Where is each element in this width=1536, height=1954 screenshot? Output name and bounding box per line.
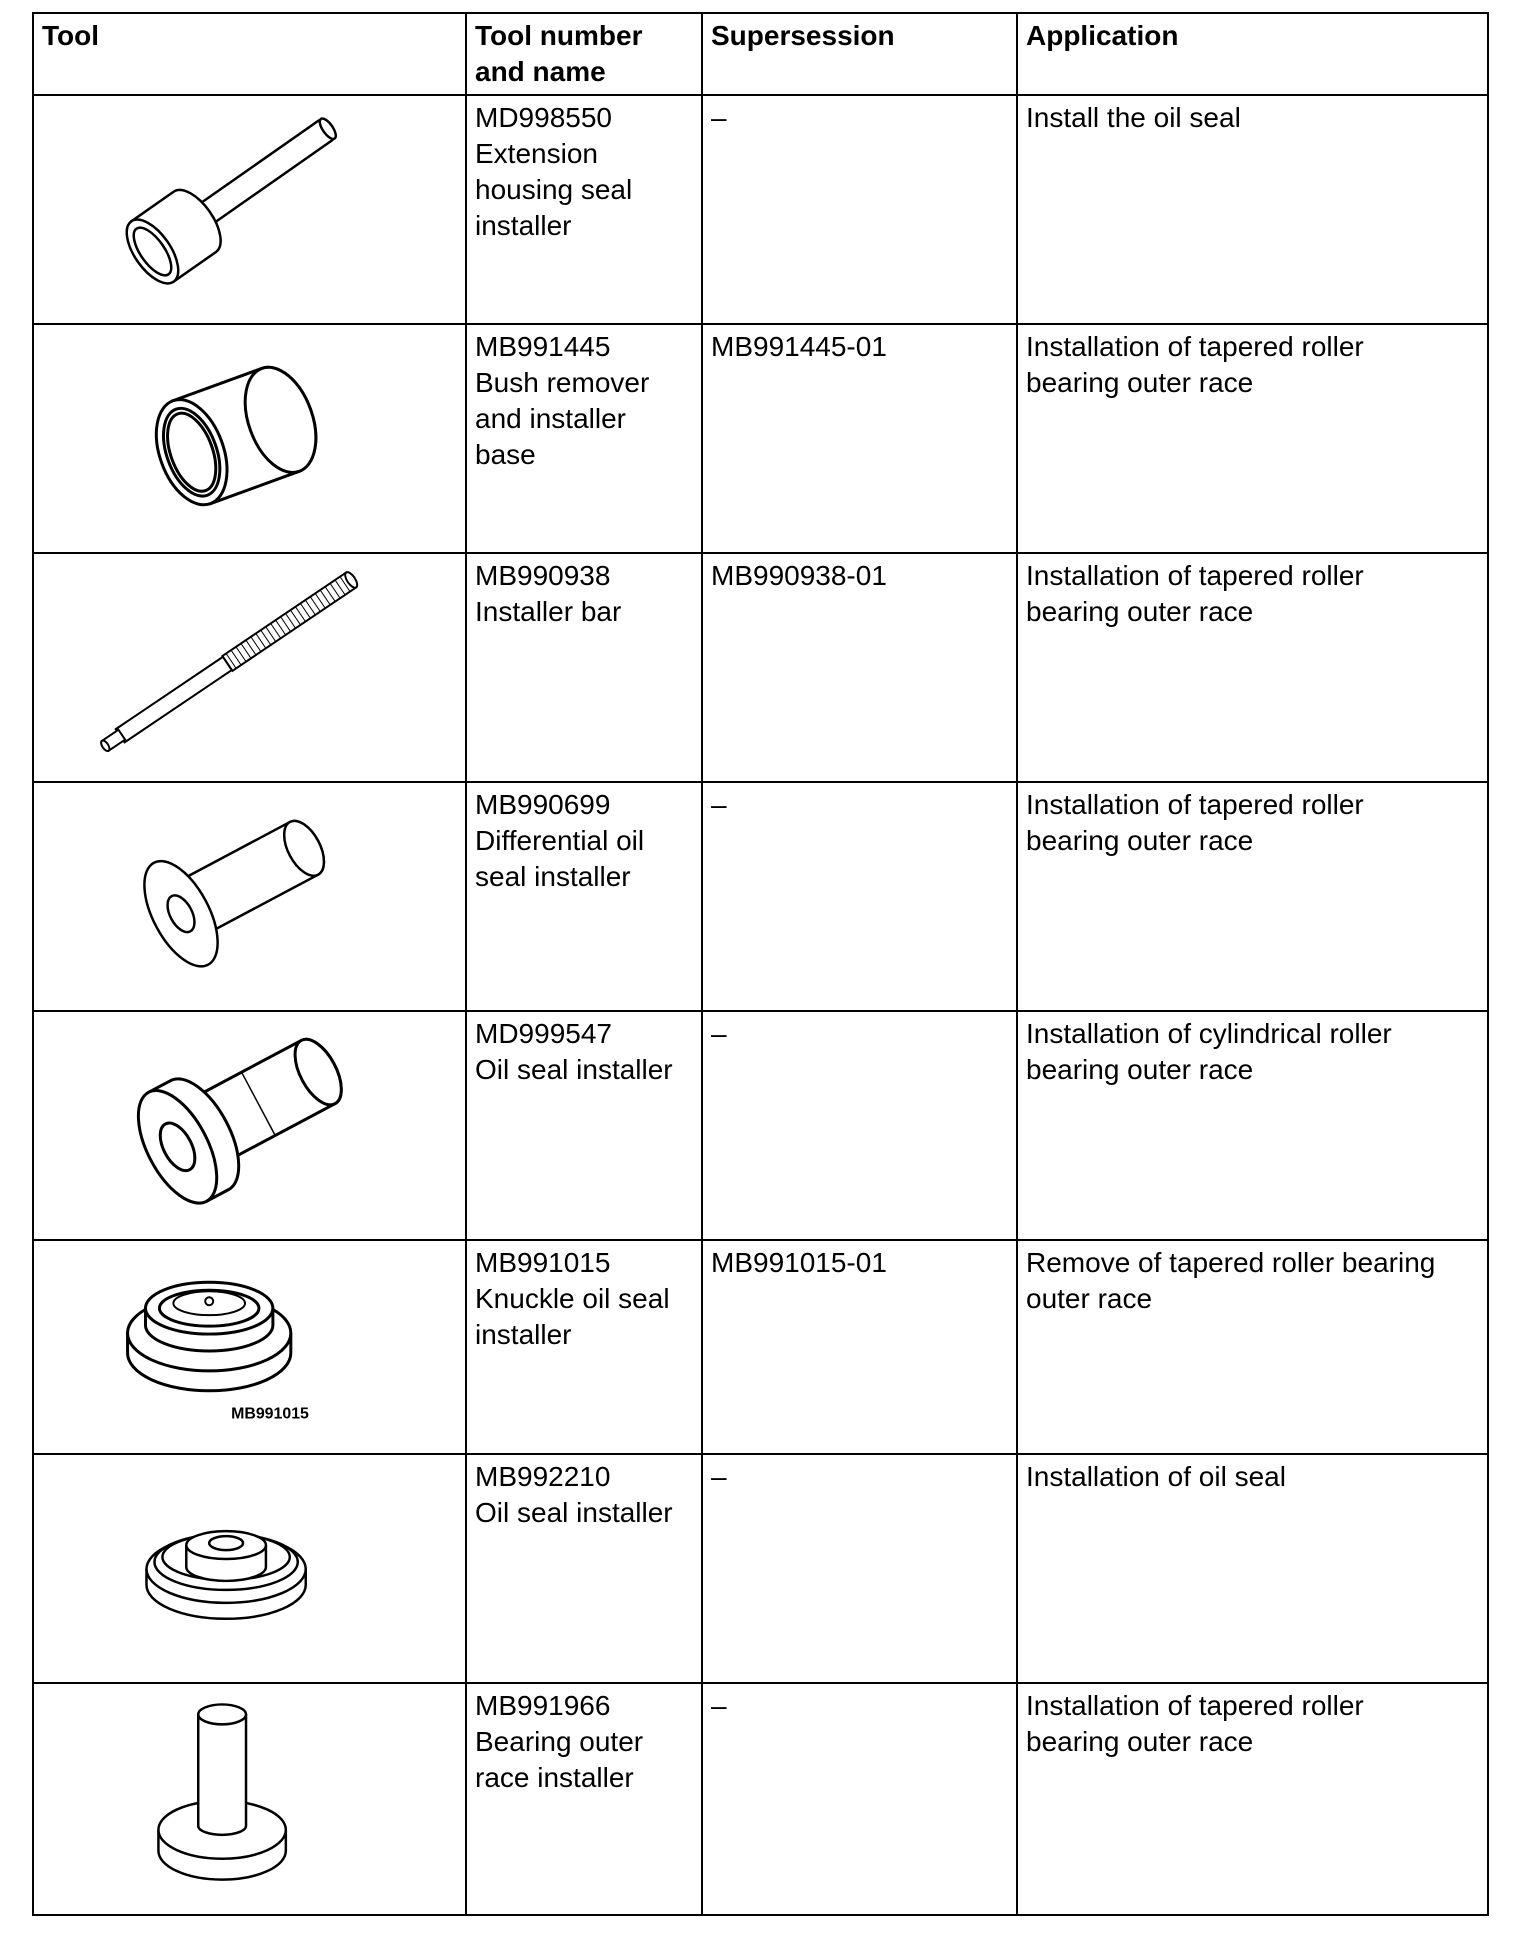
application-cell: Remove of tapered roller bearing outer race — [1017, 1240, 1488, 1454]
table-row — [33, 324, 1488, 553]
tool-image-cell — [33, 1011, 466, 1240]
supersession-cell: MB991015-01 — [702, 1240, 1017, 1454]
tool-name: Knuckle oil seal installer — [475, 1283, 670, 1350]
tool-number: MB991966 — [475, 1690, 611, 1721]
tool-name: Differential oil seal installer — [475, 825, 645, 892]
installer-bar-icon — [34, 554, 465, 781]
supersession-cell: – — [702, 1011, 1017, 1240]
extension-housing-seal-installer-icon — [34, 96, 465, 323]
application-cell: Installation of tapered roller bearing outer race — [1017, 1683, 1488, 1915]
tool-name: Installer bar — [475, 596, 622, 627]
tool-number: MB991015 — [475, 1247, 611, 1278]
application-cell: Installation of oil seal — [1017, 1454, 1488, 1683]
bush-remover-installer-base-icon — [34, 325, 465, 552]
tool-name: Bearing outer race installer — [475, 1726, 644, 1793]
tool-number: MB992210 — [475, 1461, 611, 1492]
application-cell: Installation of tapered roller bearing outer race — [1017, 553, 1488, 782]
tool-image-cell — [33, 1454, 466, 1683]
tool-number: MD998550 — [475, 102, 612, 133]
tool-name: Extension housing seal installer — [475, 138, 633, 241]
supersession-cell: MB991445-01 — [702, 324, 1017, 553]
application-cell: Install the oil seal — [1017, 95, 1488, 324]
tool-image-cell — [33, 553, 466, 782]
table-row — [33, 95, 1488, 324]
header-tool-number-name: Tool number and name — [466, 13, 702, 95]
tool-image-caption: MB991015 — [231, 1405, 309, 1423]
supersession-cell: – — [702, 1454, 1017, 1683]
tool-number: MB990938 — [475, 560, 611, 591]
tool-image-cell — [33, 1683, 466, 1915]
header-tool: Tool — [33, 13, 466, 95]
application-cell: Installation of tapered roller bearing outer race — [1017, 782, 1488, 1011]
table-row — [33, 1454, 1488, 1683]
knuckle-oil-seal-installer-icon — [34, 1241, 465, 1453]
oil-seal-installer-disc-icon — [34, 1455, 465, 1682]
tool-name: Bush remover and installer base — [475, 367, 650, 470]
header-row — [33, 13, 1488, 95]
supersession-cell: – — [702, 1683, 1017, 1915]
differential-oil-seal-installer-icon — [34, 783, 465, 1010]
table-row — [33, 1683, 1488, 1915]
tool-number: MB991445 — [475, 331, 611, 362]
special-tools-table — [32, 12, 1489, 1916]
oil-seal-installer-icon — [34, 1012, 465, 1239]
application-cell: Installation of tapered roller bearing outer race — [1017, 324, 1488, 553]
table-row — [33, 1240, 1488, 1454]
table-row — [33, 782, 1488, 1011]
application-cell: Installation of cylindrical roller bearing outer race — [1017, 1011, 1488, 1240]
supersession-cell: MB990938-01 — [702, 553, 1017, 782]
supersession-cell: – — [702, 782, 1017, 1011]
header-application: Application — [1017, 13, 1488, 95]
tool-name: Oil seal installer — [475, 1054, 673, 1085]
tool-number: MD999547 — [475, 1018, 612, 1049]
table-row — [33, 1011, 1488, 1240]
tool-name: Oil seal installer — [475, 1497, 673, 1528]
table-row — [33, 553, 1488, 782]
supersession-cell: – — [702, 95, 1017, 324]
tool-image-cell — [33, 1240, 466, 1454]
bearing-outer-race-installer-icon — [34, 1684, 465, 1914]
tool-image-cell — [33, 782, 466, 1011]
tool-image-cell — [33, 324, 466, 553]
tool-image-cell — [33, 95, 466, 324]
tool-number: MB990699 — [475, 789, 611, 820]
header-supersession: Supersession — [702, 13, 1017, 95]
